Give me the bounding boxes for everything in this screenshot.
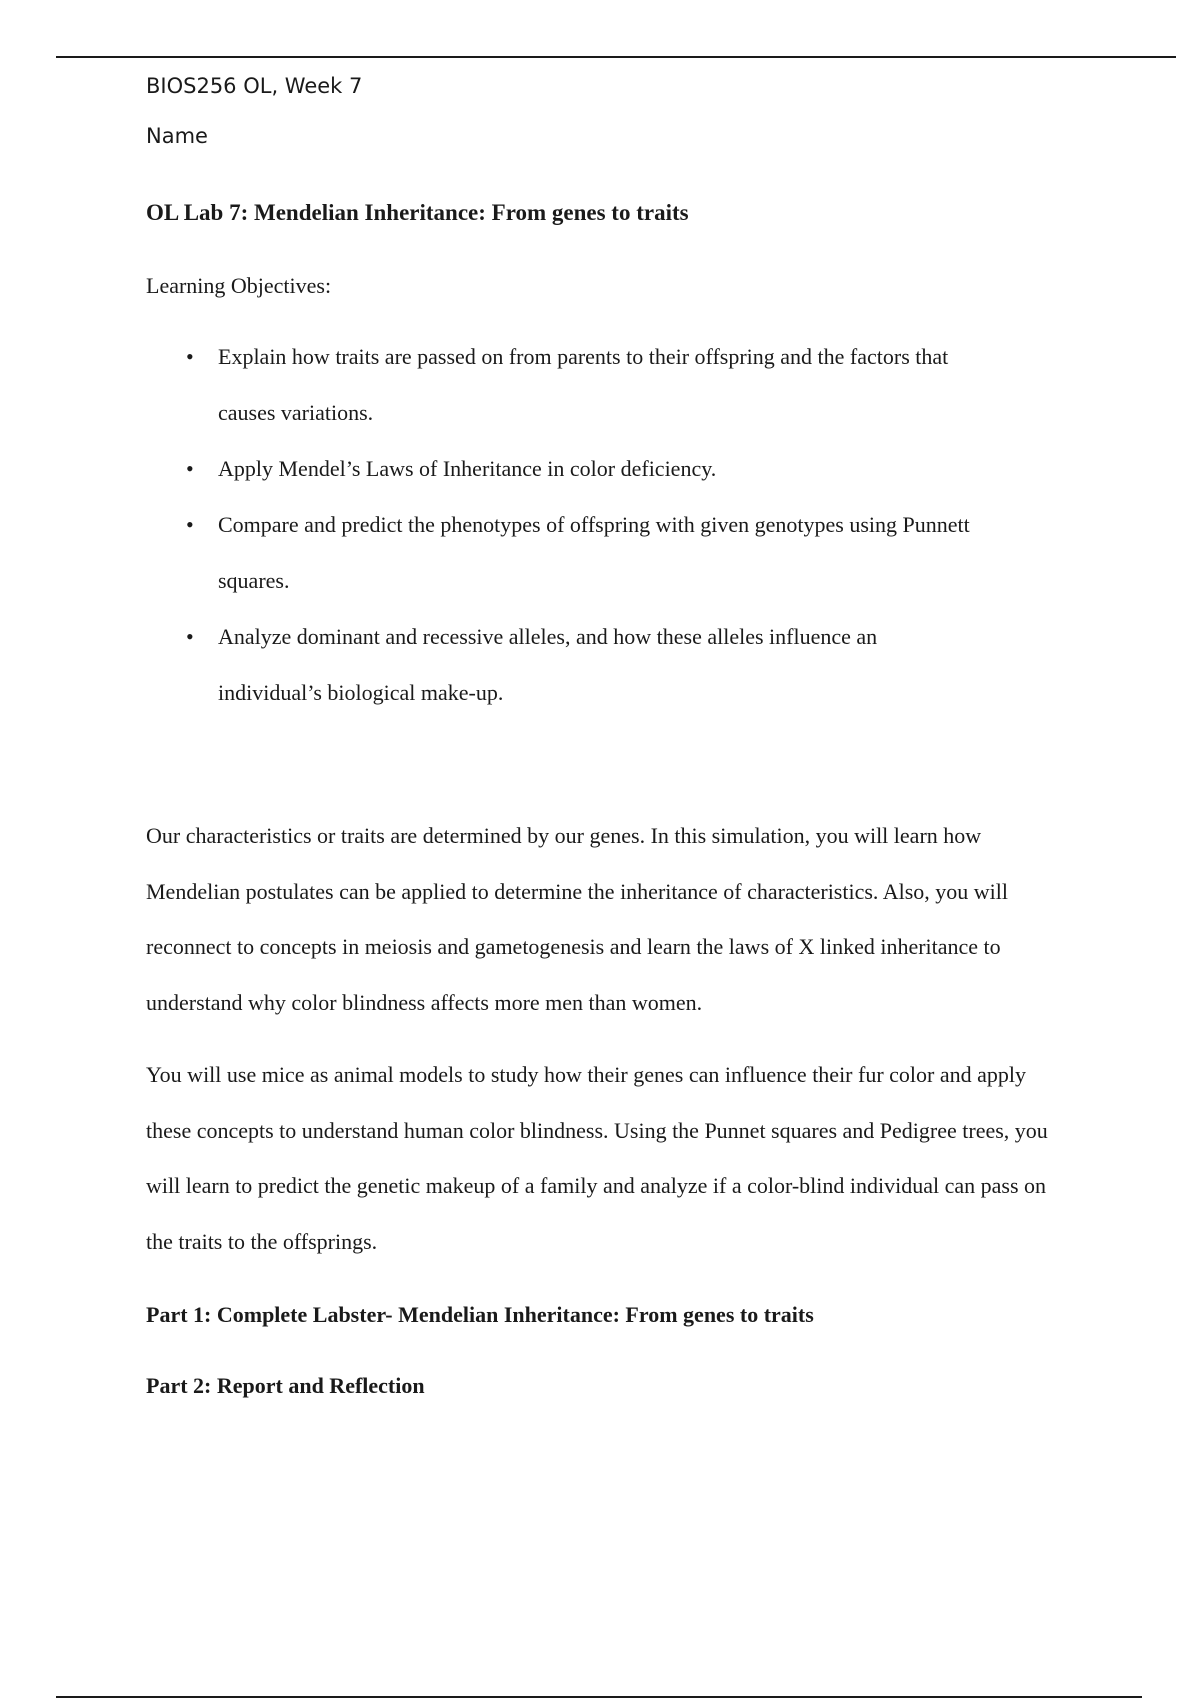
objective-text: Apply Mendel’s Laws of Inheritance in color deficiency. (218, 456, 717, 481)
list-item (146, 497, 1046, 609)
list-item (146, 441, 1046, 497)
lab-title: OL Lab 7: Mendelian Inheritance: From genes to traits (146, 200, 689, 225)
header-rule (56, 56, 1176, 58)
part-1-heading: Part 1: Complete Labster- Mendelian Inheritance: From genes to traits (146, 1302, 814, 1327)
list-item (146, 609, 1046, 721)
objective-text: Compare and predict the phenotypes of offspring with given genotypes using Punnett squares. (218, 512, 970, 593)
course-label: BIOS256 OL, Week 7 (146, 74, 363, 98)
bullet-icon: • (186, 456, 194, 481)
intro-paragraph: Our characteristics or traits are determined by our genes. In this simulation, you will learn how Mendelian postulates can be applied to determine the inheritance of characteristics. Also, you will reconnect to concepts in meiosis and gametogenesis and learn the laws of X linked inheritance to understand why color blindness affects more men than women. (146, 823, 1008, 1015)
bullet-icon: • (186, 344, 194, 369)
objective-text: Analyze dominant and recessive alleles, and how these alleles influence an individual’s biological make-up. (218, 624, 878, 705)
footer-rule (56, 1696, 1142, 1698)
simulation-paragraph: You will use mice as animal models to study how their genes can influence their fur color and apply these concepts to understand human color blindness. Using the Punnet squares and Pedigree trees, you will learn to predict the genetic makeup of a family and analyze if a color-blind individual can pass on the traits to the offsprings. (146, 1062, 1048, 1254)
name-label: Name (146, 124, 208, 148)
objective-text: Explain how traits are passed on from parents to their offspring and the factors that causes variations. (218, 344, 949, 425)
list-item (146, 329, 1046, 441)
bullet-icon: • (186, 512, 194, 537)
objectives-heading: Learning Objectives: (146, 273, 332, 298)
objectives-list (146, 343, 1046, 721)
bullet-icon: • (186, 624, 194, 649)
part-2-heading: Part 2: Report and Reflection (146, 1373, 425, 1398)
